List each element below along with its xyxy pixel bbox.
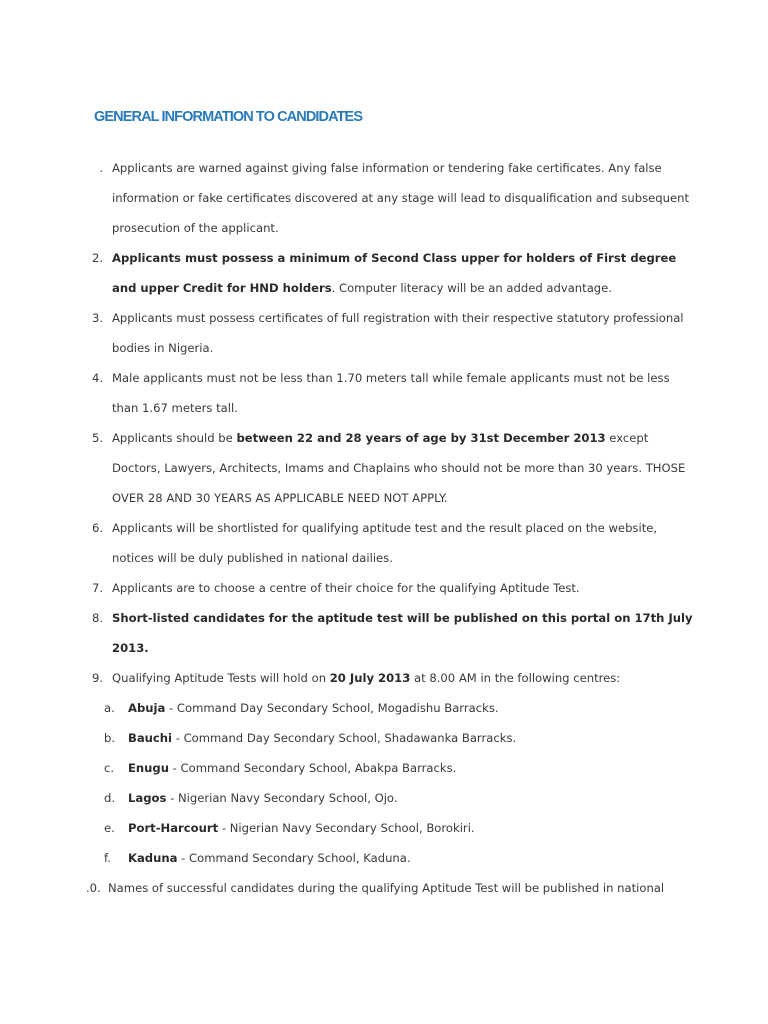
item-text: Doctors, Lawyers, Architects, Imams and Chaplains who should not be more than 30 years. THOSE xyxy=(112,461,686,475)
item-text: at 8.00 AM in the following centres: xyxy=(410,671,621,685)
document-heading: GENERAL INFORMATION TO CANDIDATES xyxy=(94,109,363,125)
centre-place: Enugu xyxy=(128,761,169,775)
item-line xyxy=(0,363,768,393)
bold-text: between 22 and 28 years of age by 31st December 2013 xyxy=(236,431,606,445)
item-text: except xyxy=(605,431,649,445)
item-text: Qualifying Aptitude Tests will hold on xyxy=(112,671,330,685)
list-item xyxy=(0,573,768,603)
list-item xyxy=(0,363,768,423)
centre-item xyxy=(0,843,768,873)
item-line xyxy=(0,543,768,573)
centre-place: Kaduna xyxy=(128,851,178,865)
item-line xyxy=(0,333,768,363)
item-line xyxy=(0,213,768,243)
centre-address: - Nigerian Navy Secondary School, Borokiri. xyxy=(218,821,475,835)
centre-address: - Command Day Secondary School, Mogadishu Barracks. xyxy=(165,701,499,715)
list-item xyxy=(0,303,768,363)
item-line xyxy=(0,633,768,663)
item-line xyxy=(0,453,768,483)
item-line xyxy=(0,663,768,693)
item-number: .0. xyxy=(86,881,101,895)
item-number: 4. xyxy=(91,371,103,385)
centre-item xyxy=(0,723,768,753)
centre-address: - Command Secondary School, Kaduna. xyxy=(177,851,411,865)
list-item xyxy=(0,603,768,663)
list-item xyxy=(0,153,768,243)
centre-letter: d. xyxy=(104,791,116,805)
item-line xyxy=(0,243,768,273)
centre-letter: f. xyxy=(104,851,111,865)
centre-list xyxy=(0,693,768,873)
item-number: 5. xyxy=(91,431,103,445)
item-text: Applicants are to choose a centre of their choice for the qualifying Aptitude Test. xyxy=(112,581,580,595)
item-number: 3. xyxy=(91,311,103,325)
centre-item xyxy=(0,783,768,813)
centre-item xyxy=(0,753,768,783)
item-line xyxy=(0,513,768,543)
item-text: Applicants are warned against giving false information or tendering fake certificates. Any false xyxy=(112,161,662,175)
item-line xyxy=(0,603,768,633)
item-line xyxy=(0,153,768,183)
item-number: 6. xyxy=(91,521,103,535)
centre-address: - Nigerian Navy Secondary School, Ojo. xyxy=(166,791,398,805)
list-item xyxy=(0,663,768,873)
item-text: bodies in Nigeria. xyxy=(112,341,214,355)
item-line xyxy=(0,423,768,453)
item-line xyxy=(0,573,768,603)
item-line xyxy=(0,393,768,423)
information-list xyxy=(0,153,768,903)
list-item xyxy=(0,873,768,903)
item-line xyxy=(0,273,768,303)
centre-item xyxy=(0,813,768,843)
list-item xyxy=(0,243,768,303)
item-line xyxy=(0,183,768,213)
item-number: . xyxy=(99,161,103,175)
item-number: 7. xyxy=(91,581,103,595)
item-text: Applicants will be shortlisted for qualifying aptitude test and the result placed on the website, xyxy=(112,521,658,535)
centre-item xyxy=(0,693,768,723)
centre-letter: b. xyxy=(104,731,116,745)
item-text: prosecution of the applicant. xyxy=(112,221,279,235)
item-text: than 1.67 meters tall. xyxy=(112,401,238,415)
list-item xyxy=(0,423,768,513)
bold-text: Short-listed candidates for the aptitude test will be published on this portal on 17th July xyxy=(112,611,693,625)
item-text: Applicants should be xyxy=(112,431,237,445)
centre-place: Port-Harcourt xyxy=(128,821,219,835)
item-text: Applicants must possess certificates of full registration with their respective statutory professional xyxy=(112,311,684,325)
bold-text: Applicants must possess a minimum of Second Class upper for holders of First degree xyxy=(112,251,677,265)
centre-place: Abuja xyxy=(128,701,166,715)
centre-letter: c. xyxy=(104,761,115,775)
item-line xyxy=(0,483,768,513)
centre-place: Lagos xyxy=(128,791,167,805)
bold-text: 2013. xyxy=(112,641,149,655)
item-text: Names of successful candidates during the qualifying Aptitude Test will be published in national xyxy=(108,881,665,895)
item-number: 8. xyxy=(91,611,103,625)
item-line xyxy=(0,303,768,333)
centre-letter: a. xyxy=(104,701,115,715)
centre-place: Bauchi xyxy=(128,731,173,745)
centre-address: - Command Day Secondary School, Shadawanka Barracks. xyxy=(172,731,517,745)
item-number: 2. xyxy=(91,251,103,265)
centre-address: - Command Secondary School, Abakpa Barracks. xyxy=(168,761,457,775)
list-item xyxy=(0,513,768,573)
item-text: notices will be duly published in national dailies. xyxy=(112,551,393,565)
item-text: Male applicants must not be less than 1.70 meters tall while female applicants must not be less xyxy=(112,371,670,385)
item-text: OVER 28 AND 30 YEARS AS APPLICABLE NEED NOT APPLY. xyxy=(112,491,448,505)
item-text: . Computer literacy will be an added advantage. xyxy=(331,281,612,295)
bold-text: 20 July 2013 xyxy=(329,671,411,685)
item-text: information or fake certificates discovered at any stage will lead to disqualification and subsequent xyxy=(112,191,690,205)
centre-letter: e. xyxy=(104,821,115,835)
item-number: 9. xyxy=(91,671,103,685)
item-line xyxy=(0,873,768,903)
bold-text: and upper Credit for HND holders xyxy=(112,281,332,295)
